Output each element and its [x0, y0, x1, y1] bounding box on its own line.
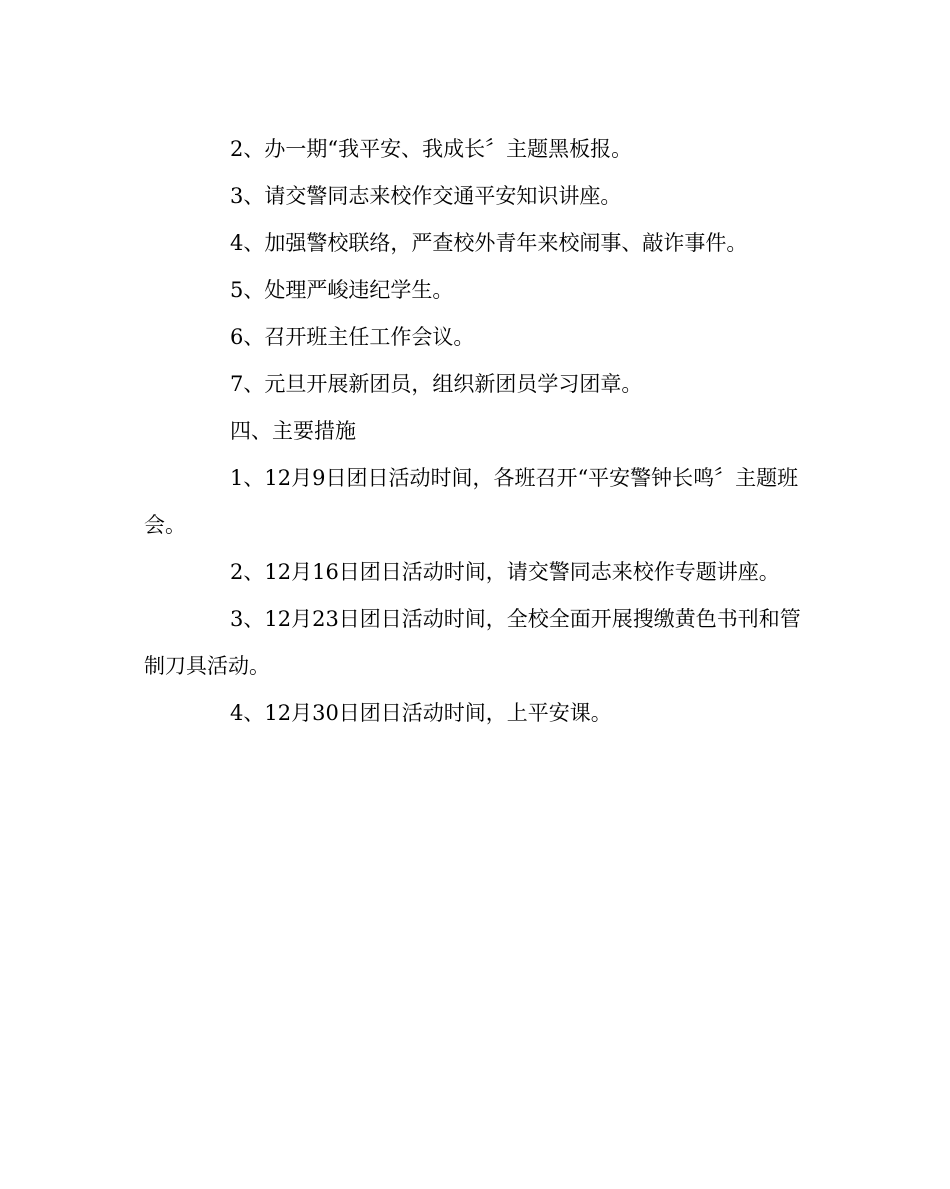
paragraph-activity-2: 2、办一期“我平安、我成长〞主题黑板报。 [230, 137, 633, 161]
paragraph-activity-7: 7、元旦开展新团员，组织新团员学习团章。 [230, 372, 643, 396]
paragraph-activity-4: 4、加强警校联络，严查校外青年来校闹事、敲诈事件。 [230, 231, 748, 255]
section-heading-measures: 四、主要措施 [230, 419, 356, 443]
paragraph-measure-3: 3、12月23日团日活动时间，全校全面开展搜缴黄色书刊和管制刀具活动。 [144, 607, 801, 678]
paragraph-measure-1: 1、12月9日团日活动时间，各班召开“平安警钟长鸣〞主题班会。 [144, 466, 799, 537]
paragraph-activity-6: 6、召开班主任工作会议。 [230, 325, 475, 349]
paragraph-activity-5: 5、处理严峻违纪学生。 [230, 278, 454, 302]
document-body [144, 126, 804, 737]
paragraph-measure-2: 2、12月16日团日活动时间，请交警同志来校作专题讲座。 [230, 560, 780, 584]
paragraph-activity-3: 3、请交警同志来校作交通平安知识讲座。 [230, 184, 622, 208]
paragraph-measure-4: 4、12月30日团日活动时间，上平安课。 [230, 701, 612, 725]
